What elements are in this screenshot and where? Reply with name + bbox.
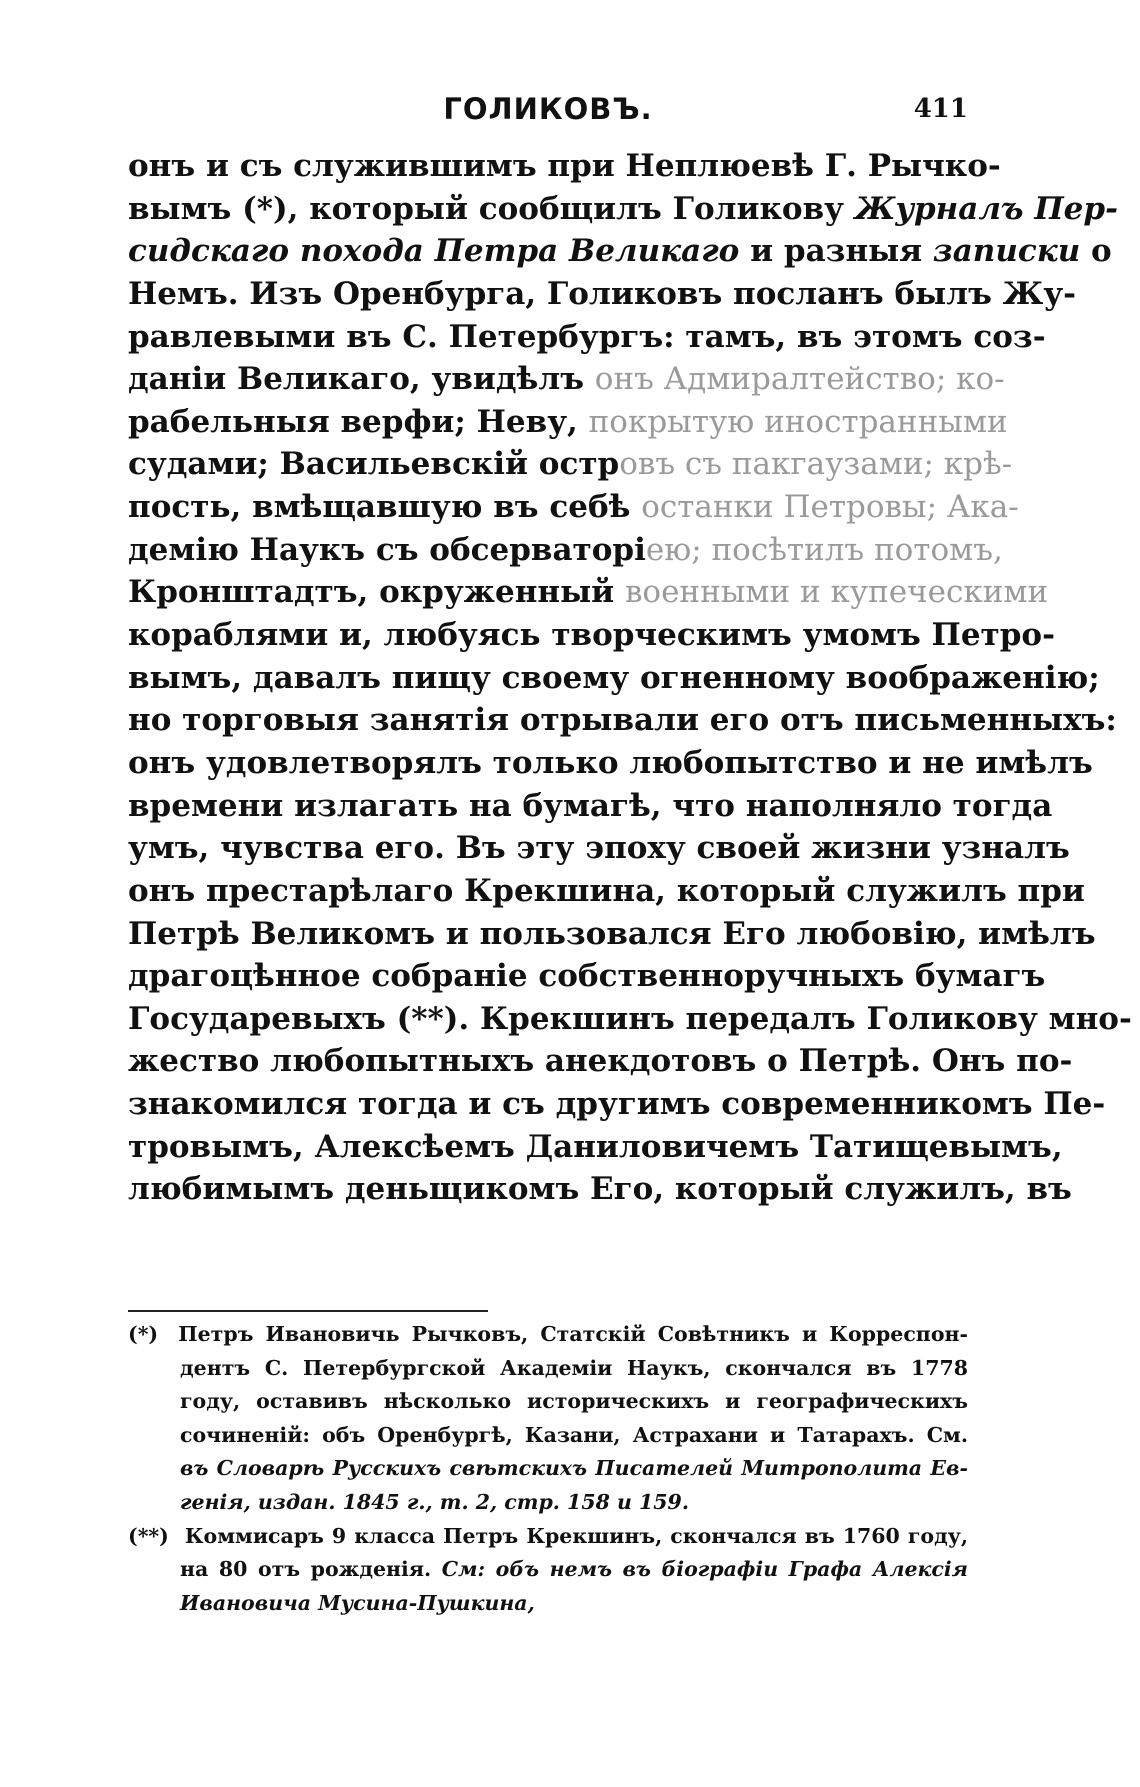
text-segment: любимымъ деньщикомъ Его, который служилъ, въ <box>128 1171 1072 1208</box>
footnote-marker: (**) <box>128 1523 177 1548</box>
line-content <box>128 489 1019 526</box>
text-line <box>128 1171 1072 1214</box>
text-line <box>128 958 1046 1001</box>
footnote-line-content <box>128 1322 968 1346</box>
line-content <box>128 1000 1132 1037</box>
line-content <box>128 574 1049 611</box>
line-content <box>128 190 1118 227</box>
text-line <box>128 617 1055 660</box>
text-line <box>128 1043 1073 1086</box>
line-content <box>128 958 1046 995</box>
line-content <box>128 915 1096 952</box>
text-line <box>128 574 1049 617</box>
line-content <box>128 659 1100 696</box>
text-segment: рабельныя верфи; Неву, <box>128 403 589 440</box>
footnote-line-content <box>180 1389 968 1413</box>
footnote-line <box>128 1490 968 1524</box>
text-line <box>128 531 1003 575</box>
footnote-divider <box>128 1310 488 1312</box>
text-segment: онъ Адмиралтейство; ко- <box>594 361 1005 398</box>
text-line <box>128 787 1053 831</box>
line-content <box>128 872 1085 909</box>
page-header <box>128 92 968 132</box>
text-line <box>128 830 1070 873</box>
page-number: 411 <box>913 94 968 124</box>
text-segment: демію Наукъ съ обсерваторі <box>128 531 646 568</box>
footnote-line <box>128 1423 968 1457</box>
text-segment: знакомился тогда и съ другимъ современникомъ Пе- <box>128 1086 1106 1123</box>
text-segment: но торговыя занятія отрывали его отъ письменныхъ: <box>128 702 1117 739</box>
line-content <box>128 403 1008 440</box>
text-segment: судами; Васильевскій остр <box>128 446 620 483</box>
text-line <box>128 403 1008 447</box>
text-segment: ею; посѣтилъ потомъ, <box>645 531 1003 568</box>
text-line <box>128 318 1046 362</box>
line-content <box>128 318 1046 355</box>
line-content <box>128 275 1077 312</box>
line-content <box>128 702 1117 739</box>
text-segment: дентъ С. Петербургской Академіи Наукъ, скончался въ 1778 <box>180 1355 968 1380</box>
text-line <box>128 702 1117 745</box>
footnote-line-content <box>180 1557 968 1581</box>
text-line <box>128 446 1013 489</box>
line-content <box>128 830 1070 867</box>
text-line <box>128 275 1077 319</box>
text-segment: сочиненій: объ Оренбургѣ, Казани, Астрахани и Татарахъ. См. <box>180 1422 968 1447</box>
text-segment: жество любопытныхъ анекдотовъ о Петрѣ. Онъ по- <box>128 1043 1073 1080</box>
text-line <box>128 361 1005 404</box>
text-segment: Коммисаръ 9 класса Петръ Крекшинъ, скончался въ 1760 году, <box>184 1523 968 1548</box>
footnote-line-content <box>180 1591 968 1615</box>
text-segment: сидскаго похода Петра Великаго <box>128 233 740 270</box>
text-segment: вымъ (*), который сообщилъ Голикову <box>128 190 855 227</box>
text-segment: времени излагать на бумагѣ, что наполняло тогда <box>128 787 1053 824</box>
footnote-line <box>128 1456 968 1490</box>
text-segment: даніи Великаго, увидѣлъ <box>128 361 595 398</box>
text-segment: останки Петровы; Ака- <box>641 489 1019 526</box>
line-content <box>128 744 1093 781</box>
footnote-line <box>128 1322 968 1356</box>
text-segment: См: объ немъ въ біографіи Графа Алексія <box>441 1557 968 1582</box>
text-segment: генія, издан. 1845 г., т. 2, стр. 158 и 159. <box>180 1489 689 1514</box>
text-segment: онъ престарѣлаго Крекшина, который служилъ при <box>128 872 1085 909</box>
text-segment: Петръ Ивановичь Рычковъ, Статскій Совѣтникъ и Корреспон- <box>178 1322 969 1346</box>
footnote-line-content <box>180 1356 968 1380</box>
text-segment: тровымъ, Алексѣемъ Даниловичемъ Татищевымъ, <box>128 1128 1063 1165</box>
text-line <box>128 744 1093 788</box>
text-segment: кораблями и, любуясь творческимъ умомъ Петро- <box>128 617 1055 654</box>
running-title: ГОЛИКОВЪ. <box>443 92 653 126</box>
line-content <box>128 361 1005 398</box>
text-line <box>128 148 1001 191</box>
text-line <box>128 872 1085 916</box>
text-segment: году, оставивъ нѣсколько историческихъ и географическихъ <box>180 1389 968 1414</box>
text-segment: Петрѣ Великомъ и пользовался Его любовію, имѣлъ <box>128 915 1096 952</box>
text-segment: покрытую иностранными <box>588 403 1008 440</box>
footnote-line <box>128 1389 968 1423</box>
text-segment: и разныя <box>739 233 933 270</box>
footnote-line-content <box>180 1490 968 1514</box>
line-content <box>128 446 1013 483</box>
text-line <box>128 1128 1063 1172</box>
footnote-line-content <box>180 1423 968 1447</box>
text-segment: пость, вмѣщавшую въ себѣ <box>128 489 642 526</box>
text-segment: о <box>1080 233 1112 270</box>
line-content <box>128 1043 1073 1080</box>
text-segment: Немъ. Изъ Оренбурга, Голиковъ посланъ былъ Жу- <box>128 275 1077 312</box>
footnotes <box>128 1322 968 1624</box>
text-line <box>128 1086 1106 1129</box>
footnote-line-content <box>128 1524 968 1548</box>
body-text <box>128 148 1132 1214</box>
text-line <box>128 915 1096 959</box>
text-segment: умъ, чувства его. Въ эту эпоху своей жизни узналъ <box>128 830 1070 867</box>
footnote-marker: (*) <box>128 1322 171 1346</box>
text-segment: драгоцѣнное собраніе собственноручныхъ бумагъ <box>128 958 1046 995</box>
footnote-line <box>128 1356 968 1390</box>
text-segment: въ Словарѣ Русскихъ свѣтскихъ Писателей Митрополита Ев- <box>180 1456 968 1481</box>
footnote-line <box>128 1557 968 1591</box>
line-content <box>128 1171 1072 1208</box>
text-segment: Кронштадтъ, окруженный <box>128 574 625 611</box>
text-segment: вымъ, давалъ пищу своему огненному воображенію; <box>128 659 1100 696</box>
line-content <box>128 233 1112 270</box>
text-segment: Государевыхъ (**). Крекшинъ передалъ Голикову мно- <box>128 1000 1132 1037</box>
text-line <box>128 1000 1132 1044</box>
text-line <box>128 190 1118 234</box>
text-line <box>128 659 1100 703</box>
text-segment: онъ и съ служившимъ при Неплюевѣ Г. Рычко- <box>128 148 1001 184</box>
footnote-line <box>128 1591 968 1625</box>
line-content <box>128 787 1053 824</box>
text-line <box>128 489 1019 532</box>
line-content <box>128 1086 1106 1123</box>
line-content <box>128 617 1055 654</box>
line-content <box>128 1128 1063 1165</box>
footnote-line <box>128 1524 968 1558</box>
text-segment: записки <box>932 233 1081 270</box>
footnote-line-content <box>180 1456 968 1480</box>
text-segment: Ивановича Мусина-Пушкина, <box>180 1590 535 1615</box>
line-content <box>128 531 1003 568</box>
text-segment: на 80 отъ рожденія. <box>180 1557 442 1582</box>
text-segment: военными и купеческими <box>624 574 1049 611</box>
text-segment: равлевыми въ С. Петербургъ: тамъ, въ этомъ соз- <box>128 318 1046 355</box>
text-segment: овъ съ пакгаузами; крѣ- <box>619 446 1013 483</box>
text-line <box>128 233 1112 276</box>
text-segment: онъ удовлетворялъ только любопытство и не имѣлъ <box>128 744 1093 781</box>
text-segment: Журналъ Пер- <box>854 190 1118 227</box>
line-content <box>128 148 1001 184</box>
